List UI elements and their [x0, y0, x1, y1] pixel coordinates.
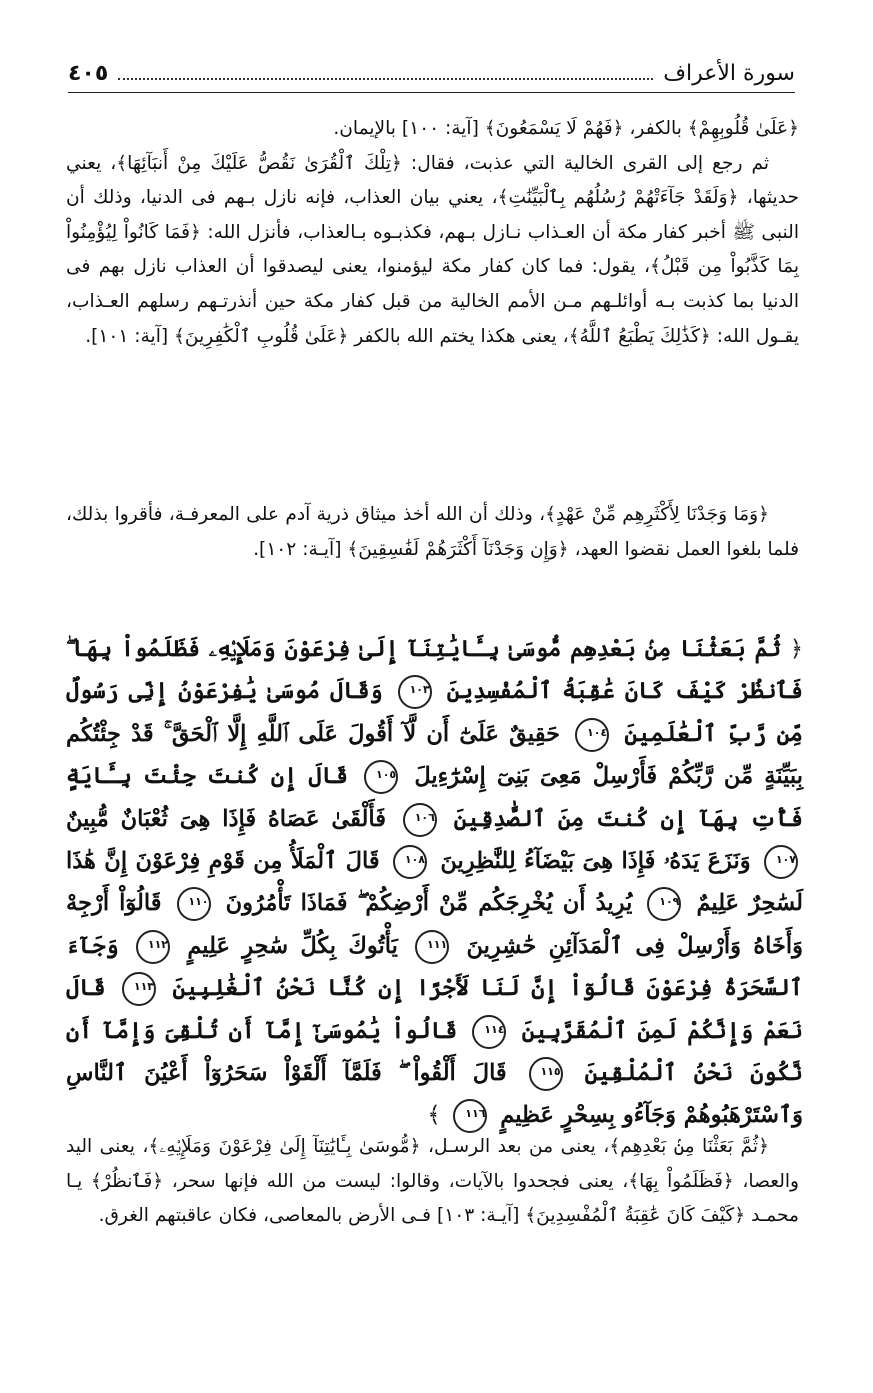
verse-text: يَأْتُوكَ بِكُلِّ سَٰحِرٍ عَلِيمٍ: [187, 932, 398, 959]
page-number: ٤٠٥: [68, 61, 109, 86]
verse-text: وَنَزَعَ يَدَهُۥ فَإِذَا هِىَ بَيْضَآءُ لِلنَّٰظِرِينَ: [440, 848, 751, 875]
verse-number-marker: ١١٢: [136, 930, 170, 964]
verse-text: حَقِيقٌ عَلَىٰٓ أَن لَّآ أَقُولَ عَلَى ٱللَّهِ إِلَّا ٱلْحَقَّ ۚ قَدْ جِئْتُكُم بِبَيِّنَةٍ مِّن رَّبِّكُمْ فَأَرْسِلْ مَعِىَ بَنِىٓ إِسْرَٰٓءِيلَ: [66, 720, 803, 790]
verse-number-marker: ١١١: [415, 930, 449, 964]
verse-text: قَالَ إِن كُنتَ جِئْتَ بِـَٔايَةٍ فَأْتِ بِهَآ إِن كُنتَ مِنَ ٱلصَّٰدِقِينَ: [66, 763, 803, 832]
commentary-paragraph: ﴿وَمَا وَجَدْنَا لِأَكْثَرِهِم مِّنْ عَهْدٍ﴾، وذلك أن الله أخذ ميثاق ذرية آدم على المعرفـة، فأقروا بذلك، فلما بلغوا العمل نقضوا العهد، ﴿وَإِن وَجَدْنَآ أَكْثَرَهُمْ لَفَٰسِقِينَ﴾ [آيـة: ١٠٢].: [66, 504, 799, 560]
verse-number-marker: ١١٤: [472, 1015, 506, 1049]
verse-text: وَجَآءَ ٱلسَّحَرَةُ فِرْعَوْنَ قَالُوٓاْ إِنَّ لَنَا لَأَجْرًا إِن كُنَّا نَحْنُ ٱلْغَٰلِبِينَ: [66, 932, 803, 1002]
verse-text: ثُمَّ بَعَثْنَا مِنۢ بَعْدِهِم مُّوسَىٰ بِـَٔايَٰتِنَآ إِلَىٰ فِرْعَوْنَ وَمَلَإِي۟هِۦ فَظَلَمُواْ بِهَا ۖ فَٱنظُرْ كَيْفَ كَانَ عَٰقِبَةُ ٱلْمُفْسِدِينَ: [66, 636, 803, 705]
commentary-paragraph: ﴿ثُمَّ بَعَثْنَا مِنۢ بَعْدِهِم﴾، يعنى من بعد الرسـل، ﴿مُّوسَىٰ بِـَٔايَٰتِنَآ إِلَىٰ فِرْعَوْنَ وَمَلَإِي۟هِۦ﴾، يعنى اليد والعصا، ﴿فَظَلَمُواْ بِهَا﴾، يعنى فجحدوا بالآيات، وقالوا: ليست من الله فإنها سحر، ﴿فَٱنظُرْ﴾ يـا محمـد ﴿كَيْفَ كَانَ عَٰقِبَةُ ٱلْمُفْسِدِينَ﴾ [آيـة: ١٠٣] فـى الأرض بالمعاصى، فكان عاقبتهم الغرق.: [66, 1136, 799, 1227]
verse-text: قَالَ نَعَمْ وَإِنَّكُمْ لَمِنَ ٱلْمُقَرَّبِينَ: [66, 975, 803, 1044]
commentary-paragraph: ﴿عَلَىٰ قُلُوبِهِمْ﴾ بالكفر، ﴿فَهُمْ لَا يَسْمَعُونَ﴾ [آية: ١٠٠] بالإيمان.: [333, 118, 799, 139]
verse-text: قَالَ ٱلْمَلَأُ مِن قَوْمِ فِرْعَوْنَ إِنَّ هَٰذَا لَسَٰحِرٌ عَلِيمٌ: [66, 848, 803, 917]
verse-number-marker: ١٠٤: [575, 718, 609, 752]
commentary-block-1: [66, 112, 799, 354]
verse-number-marker: ١٠٥: [364, 760, 398, 794]
verse-number-marker: ١١٦: [453, 1099, 487, 1133]
header-dot-leader: [118, 78, 653, 80]
verse-number-marker: ١١٥: [529, 1057, 563, 1091]
verse-text: قَالَ أَلْقُواْ ۖ فَلَمَّآ أَلْقَوْاْ سَحَرُوٓاْ أَعْيُنَ ٱلنَّاسِ وَٱسْتَرْهَبُوهُمْ وَجَآءُو بِسِحْرٍ عَظِيمٍ: [66, 1060, 803, 1129]
verse-text: يُرِيدُ أَن يُخْرِجَكُم مِّنْ أَرْضِكُمْ ۖ فَمَاذَا تَأْمُرُونَ: [225, 890, 633, 917]
ornate-bracket-close: ﴾: [427, 1102, 441, 1129]
surah-title: سورة الأعراف: [663, 61, 795, 86]
verse-number-marker: ١٠٧: [764, 845, 798, 879]
verse-text: قَالُوٓاْ أَرْجِهْ وَأَخَاهُ وَأَرْسِلْ فِى ٱلْمَدَآئِنِ حَٰشِرِينَ: [66, 890, 803, 959]
quran-verses-block: [66, 628, 803, 1137]
verse-text: وَقَالَ مُوسَىٰ يَٰفِرْعَوْنُ إِنِّى رَسُولٌ مِّن رَّبِّ ٱلْعَٰلَمِينَ: [66, 678, 803, 747]
verse-number-marker: ١٠٨: [393, 845, 427, 879]
verse-number-marker: ١١٠: [177, 887, 211, 921]
commentary-block-2: [66, 498, 799, 567]
verse-number-marker: ١٠٩: [647, 887, 681, 921]
verse-number-marker: ١١٣: [122, 972, 156, 1006]
verse-text: قَالُواْ يَٰمُوسَىٰٓ إِمَّآ أَن تُلْقِىَ وَإِمَّآ أَن نَّكُونَ نَحْنُ ٱلْمُلْقِينَ: [66, 1017, 803, 1087]
verse-text: فَأَلْقَىٰ عَصَاهُ فَإِذَا هِىَ ثُعْبَانٌ مُّبِينٌ: [66, 805, 386, 832]
page-header: [68, 52, 795, 93]
ornate-bracket-open: ﴿: [789, 636, 804, 662]
verse-number-marker: ١٠٦: [403, 803, 437, 837]
commentary-block-3: [66, 1130, 799, 1234]
verse-number-marker: ١٠٣: [398, 675, 432, 709]
commentary-paragraph: ثم رجع إلى القرى الخالية التي عذبت، فقال: ﴿تِلْكَ ٱلْقُرَىٰ نَقُصُّ عَلَيْكَ مِنْ أَنبَآئِهَا﴾، يعني حديثها، ﴿وَلَقَدْ جَآءَتْهُمْ رُسُلُهُم بِٱلْبَيِّنَٰتِ﴾، يعني بيان العذاب، فإنه نازل بـهم فى الدنيا، وذلك أن النبى ﷺ أخبر كفار مكة أن العـذاب نـازل بـهم، فكذبـوه بـالعذاب، فأنزل الله: ﴿فَمَا كَانُواْ لِيُؤْمِنُواْ بِمَا كَذَّبُواْ مِن قَبْلُ﴾، يقول: فما كان كفار مكة ليؤمنوا، يعنى ليصدقوا أن العذاب نازل بهم فى الدنيا بما كذبت بـه أوائلـهم مـن الأمم الخالية من قبل كفار مكة حين أنذرتـهم رسلهم العـذاب، يقـول الله: ﴿كَذَٰلِكَ يَطْبَعُ ٱللَّهُ﴾، يعنى هكذا يختم الله بالكفر ﴿عَلَىٰ قُلُوبِ ٱلْكَٰفِرِينَ﴾ [آية: ١٠١].: [66, 152, 799, 347]
